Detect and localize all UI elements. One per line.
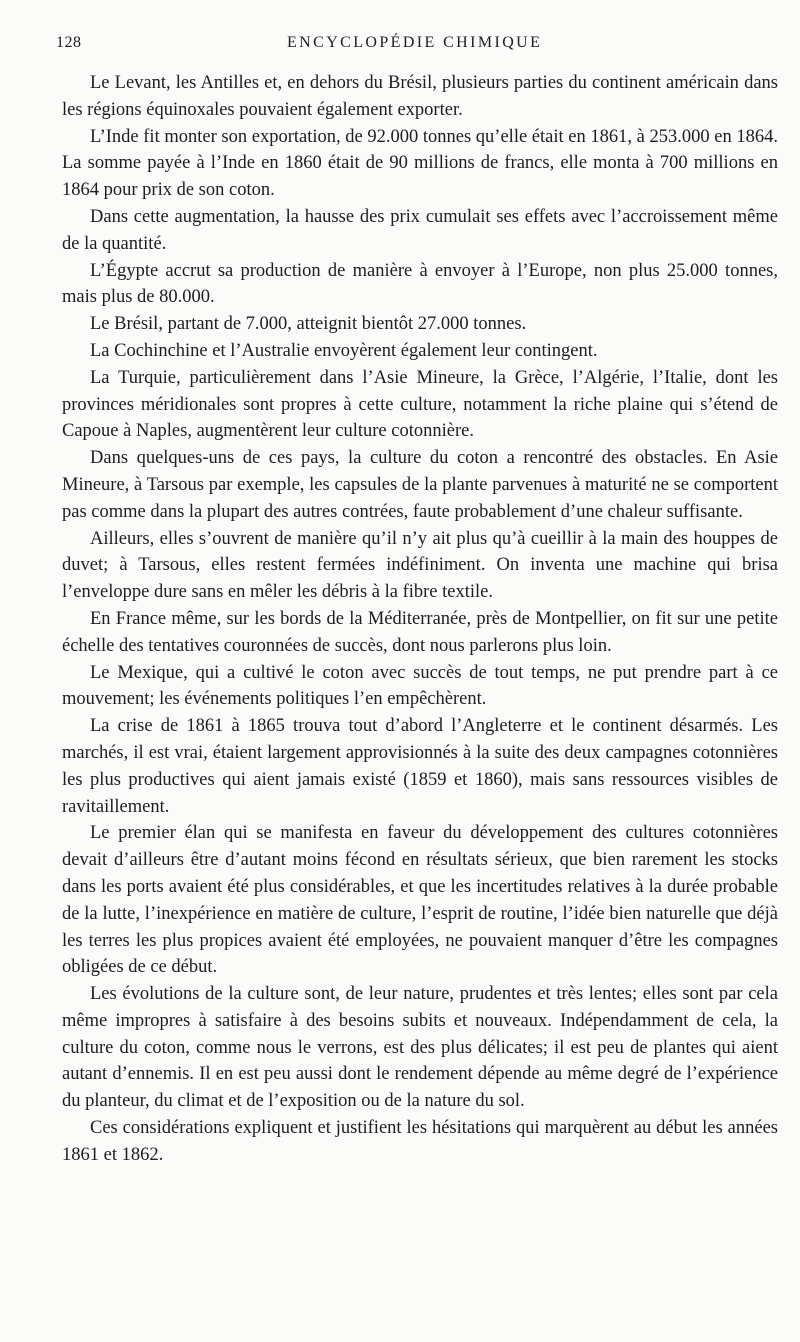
page-header: [56, 34, 778, 60]
paragraph: Ces considérations expliquent et justifient les hésitations qui marquèrent au début les années 1861 et 1862.: [62, 1118, 778, 1165]
paragraph: Dans quelques-uns de ces pays, la culture du coton a rencontré des obstacles. En Asie Mineure, à Tarsous par exemple, les capsules de la plante parvenues à maturité ne se comportent pas comme dans la plupart des autres contrées, faute probablement d’une chaleur suffisante.: [62, 448, 778, 522]
paragraph: La Cochinchine et l’Australie envoyèrent également leur contingent.: [90, 340, 598, 361]
paragraph: Dans cette augmentation, la hausse des prix cumulait ses effets avec l’accroissement même de la quantité.: [62, 206, 778, 254]
paragraph: Le Brésil, partant de 7.000, atteignit bientôt 27.000 tonnes.: [90, 314, 527, 335]
paragraph: L’Inde fit monter son exportation, de 92.000 tonnes qu’elle était en 1861, à 253.000 en 1864. La somme payée à l’Inde en 1860 était de 90 millions de francs, elle monta à 700 millions en 1864 pour prix de son coton.: [62, 126, 778, 201]
paragraph: Le Levant, les Antilles et, en dehors du Brésil, plusieurs parties du continent américain dans les régions équinoxales pouvaient également exporter.: [62, 73, 778, 120]
paragraph: La Turquie, particulièrement dans l’Asie Mineure, la Grèce, l’Algérie, l’Italie, dont les provinces méridionales sont propres à cette culture, notamment la riche plaine qui s’étend de Capoue à Naples, augmentèrent leur culture cotonnière.: [62, 367, 778, 442]
body-text: [62, 70, 778, 1169]
running-title: ENCYCLOPÉDIE CHIMIQUE: [287, 34, 543, 51]
paragraph: Les évolutions de la culture sont, de leur nature, prudentes et très lentes; elles sont par cela même impropres à satisfaire à des besoins subits et nouveaux. Indépendamment de cela, la culture du coton, comme nous le verrons, est des plus délicates; il est peu de plantes qui aient autant d’ennemis. Il en est peu aussi dont le rendement dépende au même degré de l’expérience du planteur, du climat et de l’exposition ou de la nature du sol.: [62, 984, 778, 1112]
paragraph: Ailleurs, elles s’ouvrent de manière qu’il n’y ait plus qu’à cueillir à la main des houppes de duvet; à Tarsous, elles restent fermées indéfiniment. On inventa une machine qui brisa l’enveloppe dure sans en mêler les débris à la fibre textile.: [62, 528, 778, 603]
paragraph: L’Égypte accrut sa production de manière à envoyer à l’Europe, non plus 25.000 tonnes, mais plus de 80.000.: [62, 260, 778, 308]
paragraph: En France même, sur les bords de la Méditerranée, près de Montpellier, on fit sur une petite échelle des tentatives couronnées de succès, dont nous parlerons plus loin.: [62, 608, 778, 656]
paragraph: Le premier élan qui se manifesta en faveur du développement des cultures cotonnières devait d’ailleurs être d’autant moins fécond en résultats sérieux, que bien rarement les stocks dans les ports avaient été plus considérables, et que les incertitudes relatives à la durée probable de la lutte, l’inexpérience en matière de culture, l’esprit de routine, l’idée bien naturelle que déjà les terres les plus propices avaient été employées, ne pouvaient manquer d’être les compagnes obligées de ce début.: [62, 823, 778, 978]
page-number: 128: [56, 34, 82, 51]
paragraph: Le Mexique, qui a cultivé le coton avec succès de tout temps, ne put prendre part à ce mouvement; les événements politiques l’en empêchèrent.: [62, 662, 778, 710]
paragraph: La crise de 1861 à 1865 trouva tout d’abord l’Angleterre et le continent désarmés. Les marchés, il est vrai, étaient largement approvisionnés à la suite des deux campagnes cotonnières les plus productives qui aient jamais existé (1859 et 1860), mais sans ressources visibles de ravitaillement.: [62, 716, 778, 817]
